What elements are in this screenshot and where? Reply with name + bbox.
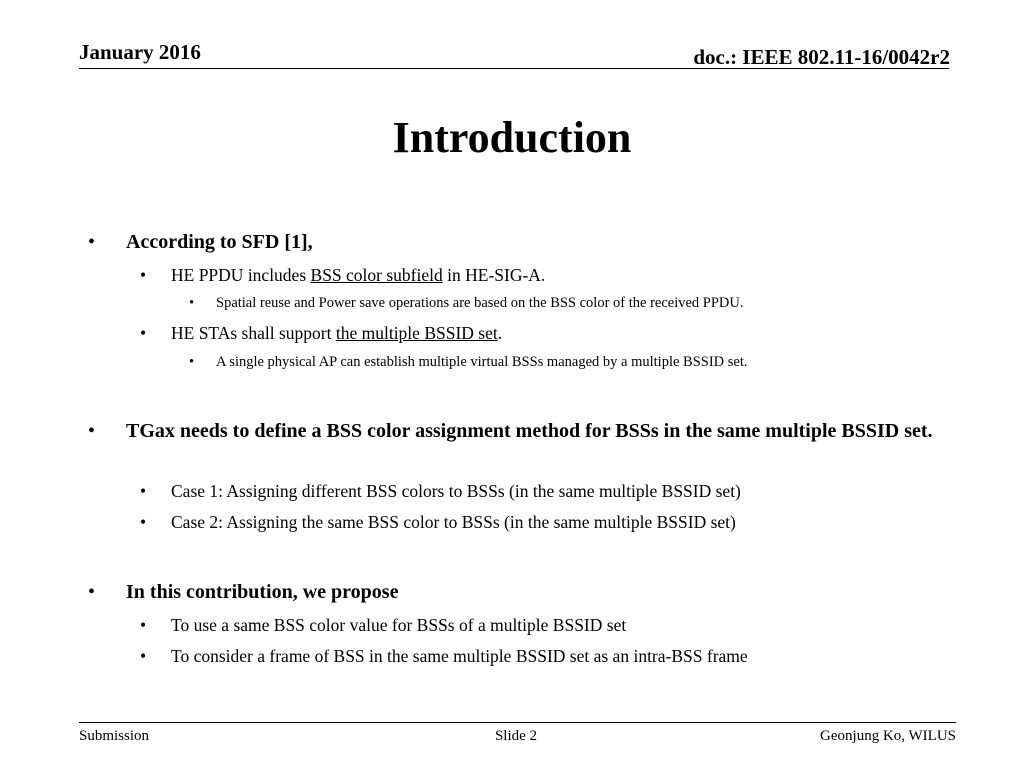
bullet-single-ap [189, 353, 946, 372]
bullet-he-stas [140, 322, 951, 344]
footer-submission: Submission [79, 728, 150, 744]
slide-title: Introduction [392, 113, 632, 162]
bullet-same-color [140, 614, 951, 636]
bullet-text: Spatial reuse and Power save operations are based on the BSS color of the received PPDU. [216, 295, 744, 311]
footer-divider [79, 722, 956, 723]
bullet-dot: • [88, 581, 96, 603]
bss-color-subfield-term: BSS color subfield [310, 265, 443, 285]
bullet-tgax [88, 418, 956, 445]
bullet-dot: • [189, 354, 195, 370]
bullet-text-post: in HE-SIG-A. [442, 265, 546, 285]
bullet-text-pre: HE STAs shall support [171, 323, 336, 343]
header-doc-id: doc.: IEEE 802.11-16/0042r2 [693, 45, 950, 69]
bullet-dot: • [189, 295, 195, 311]
header-divider [79, 68, 949, 69]
bullet-case-1 [140, 480, 951, 502]
header-date: January 2016 [79, 40, 201, 64]
bullet-case-2 [140, 511, 951, 533]
bullet-intra-bss [140, 645, 951, 667]
bullet-dot: • [88, 231, 96, 253]
bullet-dot: • [140, 481, 147, 501]
footer-slide-number: Slide 2 [494, 728, 538, 744]
bullet-dot: • [140, 615, 147, 635]
bullet-dot: • [88, 420, 96, 442]
bullet-dot: • [140, 265, 147, 285]
bullet-text: TGax needs to define a BSS color assignment method for BSSs in the same multiple BSSID set. [126, 420, 933, 442]
bullet-text: In this contribution, we propose [126, 581, 399, 603]
bullet-text: To consider a frame of BSS in the same multiple BSSID set as an intra-BSS frame [171, 646, 748, 666]
bullet-text: Case 1: Assigning different BSS colors to BSSs (in the same multiple BSSID set) [171, 481, 741, 501]
bullet-text: A single physical AP can establish multiple virtual BSSs managed by a multiple BSSID set. [216, 354, 748, 370]
bullet-dot: • [140, 512, 147, 532]
multiple-bssid-set-term: the multiple BSSID set [335, 323, 498, 343]
bullet-spatial-reuse [189, 294, 946, 313]
bullet-dot: • [140, 646, 147, 666]
bullet-text: Case 2: Assigning the same BSS color to BSSs (in the same multiple BSSID set) [171, 512, 736, 532]
bullet-proposal [88, 579, 956, 606]
bullet-dot: • [140, 323, 147, 343]
bullet-text: To use a same BSS color value for BSSs of a multiple BSSID set [171, 615, 627, 635]
bullet-text: According to SFD [1], [126, 231, 313, 253]
bullet-he-ppdu [140, 264, 951, 286]
footer-author: Geonjung Ko, WILUS [820, 728, 956, 744]
bullet-sfd [88, 229, 956, 256]
bullet-text-pre: HE PPDU includes [171, 265, 311, 285]
bullet-text-post: . [497, 323, 503, 343]
